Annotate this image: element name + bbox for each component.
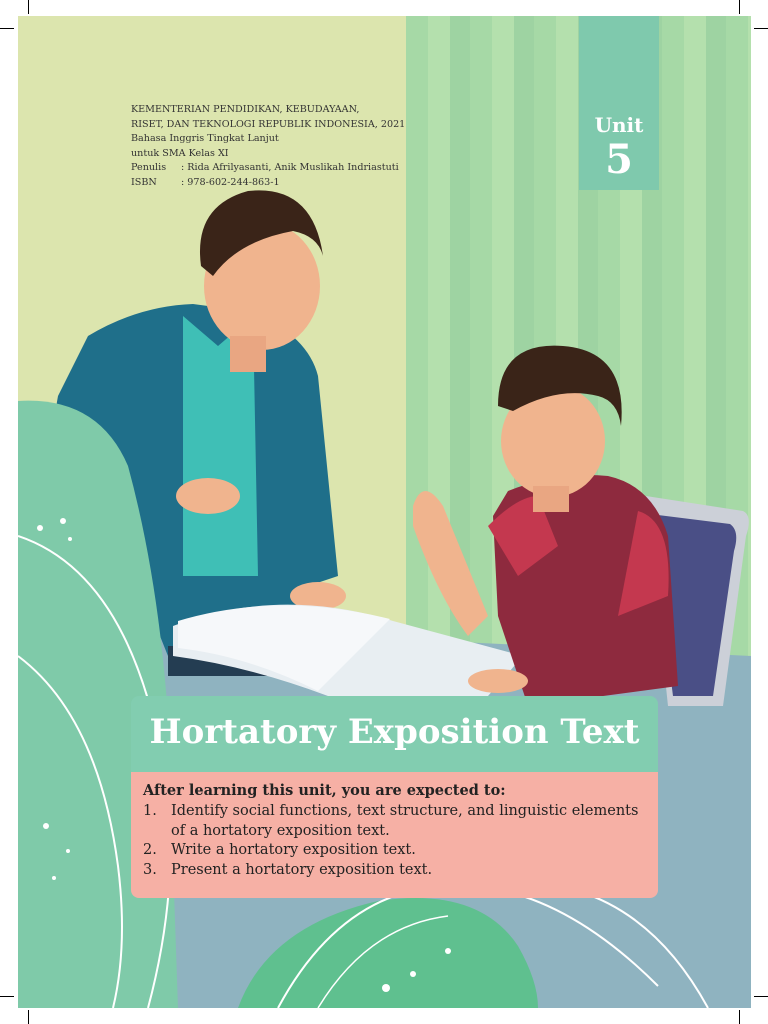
crop-mark	[0, 996, 14, 997]
isbn-label: ISBN	[131, 176, 157, 188]
crop-mark	[739, 1010, 740, 1024]
unit-label: Unit	[594, 113, 644, 137]
title-banner	[131, 696, 658, 772]
list-number: 3.	[143, 861, 157, 878]
crop-mark	[28, 1010, 29, 1024]
book-title-line: untuk SMA Kelas XI	[131, 147, 229, 159]
list-number: 2.	[143, 842, 157, 858]
book-title-line: Bahasa Inggris Tingkat Lanjut	[131, 133, 279, 144]
unit-badge	[579, 16, 659, 190]
list-text: Write a hortatory exposition text.	[171, 842, 416, 858]
author-value: : Rida Afrilyasanti, Anik Muslikah Indriastuti	[181, 162, 399, 173]
isbn-value: : 978-602-244-863-1	[181, 176, 280, 188]
crop-mark	[754, 28, 768, 29]
learning-objectives-box	[131, 772, 658, 898]
list-item	[143, 861, 653, 881]
list-item	[143, 841, 653, 861]
book-cover	[18, 16, 751, 1008]
unit-title: Hortatory Exposition Text	[149, 712, 640, 752]
isbn-row	[131, 176, 405, 191]
crop-mark	[739, 0, 740, 14]
list-number: 1.	[143, 803, 157, 819]
list-text: Present a hortatory exposition text.	[171, 861, 433, 878]
crop-mark	[0, 28, 14, 29]
list-text: Identify social functions, text structure, and linguistic elements of a hortatory exposition text.	[171, 803, 639, 839]
publication-info	[131, 103, 405, 190]
publisher-line: RISET, DAN TEKNOLOGI REPUBLIK INDONESIA, 2021	[131, 118, 406, 130]
author-row	[131, 161, 405, 176]
crop-mark	[28, 0, 29, 14]
crop-mark	[754, 996, 768, 997]
list-item	[143, 802, 653, 841]
objectives-list	[143, 802, 653, 880]
author-label: Penulis	[131, 162, 167, 173]
publisher-line: KEMENTERIAN PENDIDIKAN, KEBUDAYAAN,	[131, 104, 360, 115]
unit-number: 5	[605, 136, 633, 183]
objectives-heading: After learning this unit, you are expected to:	[143, 782, 506, 799]
